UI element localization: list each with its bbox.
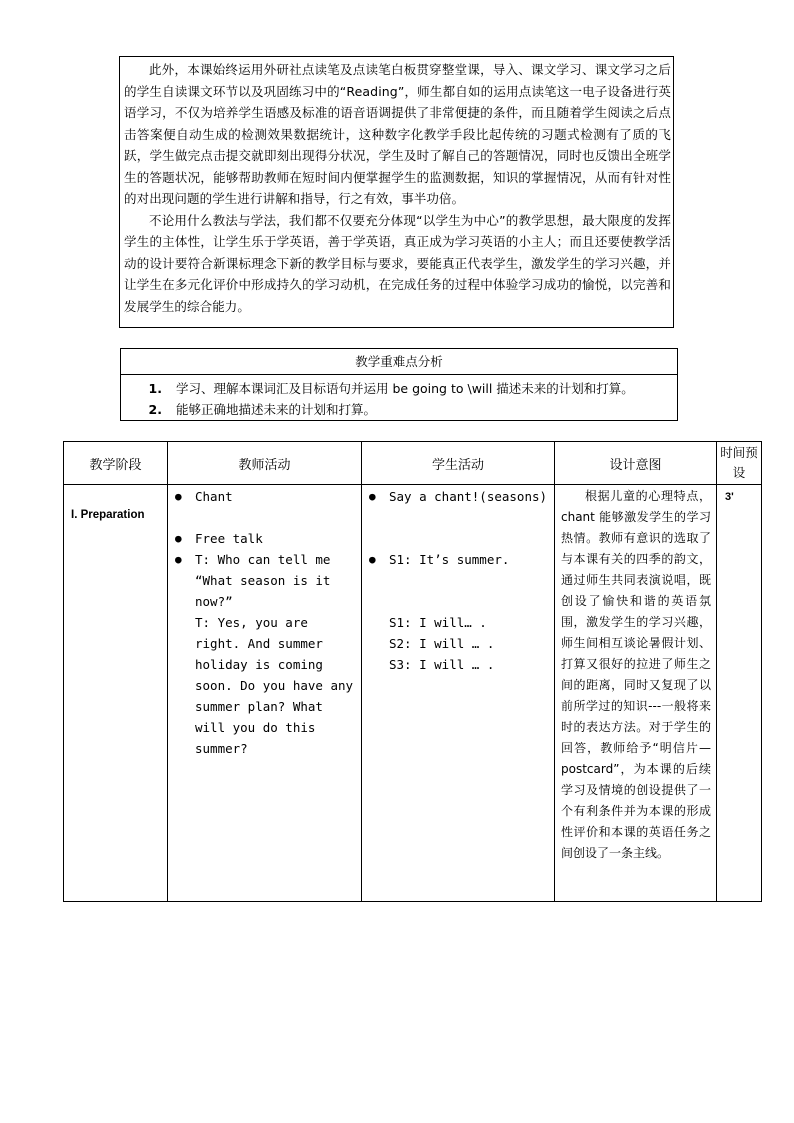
key-points-title: 教学重难点分析 bbox=[121, 349, 677, 375]
header-teacher-activity: 教师活动 bbox=[168, 442, 362, 485]
header-student-activity: 学生活动 bbox=[362, 442, 555, 485]
key-point-number: 1. bbox=[148, 381, 162, 396]
key-point-text: 学习、理解本课词汇及目标语句并运用 be going to \will 描述未来的计划和打算。 bbox=[176, 381, 634, 396]
teacher-bullet-free-talk: ● Free talk bbox=[169, 528, 360, 549]
bullet-icon: ● bbox=[175, 532, 182, 545]
key-point-text: 能够正确地描述未来的计划和打算。 bbox=[176, 402, 377, 417]
lesson-plan-table bbox=[63, 441, 762, 902]
student-reply-s1: S1: I will… . bbox=[389, 615, 487, 630]
design-intent-cell bbox=[555, 485, 717, 902]
intro-paragraph-1: 此外，本课始终运用外研社点读笔及点读笔白板贯穿整堂课，导入、课文学习、课文学习之后的学生自读课文环节以及巩固练习中的“Reading”，师生都自如的运用点读笔这一电子设备进行英语学习，不仅为培养学生语感及标准的语音语调提供了非常便捷的条件，而且随着学生阅读之后点击答案便自动生成的检测效果数据统计，这种数字化教学手段比起传统的习题式检测有了质的飞跃，学生做完点击提交就即刻出现得分状况，学生及时了解自己的答题情况，同时也反馈出全班学生的答题状况，能够帮助教师在短时间内便掌握学生的监测数据，知识的掌握情况，从而有针对性的对出现问题的学生进行讲解和指导，行之有效，事半功倍。 bbox=[124, 62, 671, 206]
teacher-activity-cell bbox=[168, 485, 362, 902]
intro-paragraph-2: 不论用什么教法与学法，我们都不仅要充分体现“以学生为中心”的教学思想，最大限度的发挥学生的主体性，让学生乐于学英语，善于学英语，真正成为学习英语的小主人；而且还要使教学活动的设计要符合新课标理念下新的教学目标与要求，要能真正代表学生，激发学生的学习兴趣，并让学生在多元化评价中形成持久的学习动机，在完成任务的过程中体验学习成功的愉悦，以完善和发展学生的综合能力。 bbox=[124, 212, 671, 314]
student-bullet-answer: ● S1: It’s summer. bbox=[363, 549, 553, 570]
key-points-box bbox=[120, 348, 678, 421]
table-row bbox=[64, 485, 762, 902]
bullet-icon: ● bbox=[175, 490, 182, 503]
header-stage: 教学阶段 bbox=[64, 442, 168, 485]
teacher-bullet-question: ● T: Who can tell me “What season is it now?” T: Yes, you are right. And summer holiday is coming soon. Do you have any summer plan? What will you do this summer? bbox=[169, 549, 360, 759]
bullet-icon: ● bbox=[175, 553, 182, 566]
student-bullet-chant: ● Say a chant!(seasons) bbox=[363, 486, 553, 507]
stage-cell bbox=[64, 485, 168, 902]
stage-label: I. Preparation bbox=[71, 509, 145, 521]
bullet-icon: ● bbox=[369, 553, 376, 566]
student-reply-s3: S3: I will … . bbox=[389, 657, 495, 672]
key-point-item bbox=[121, 375, 677, 399]
time-value: 3' bbox=[725, 491, 734, 503]
student-activity-cell bbox=[362, 485, 555, 902]
bullet-icon: ● bbox=[369, 490, 376, 503]
header-time: 时间预设 bbox=[717, 442, 762, 485]
time-cell bbox=[717, 485, 762, 902]
teacher-bullet-chant: ● Chant bbox=[169, 486, 360, 507]
header-design-intent: 设计意图 bbox=[555, 442, 717, 485]
key-point-item bbox=[121, 399, 677, 420]
key-point-number: 2. bbox=[148, 402, 162, 417]
intro-text-box bbox=[119, 56, 674, 328]
student-reply-s2: S2: I will … . bbox=[389, 636, 495, 651]
table-header-row bbox=[64, 442, 762, 485]
design-intent-text: 根据儿童的心理特点，chant 能够激发学生的学习热情。教师有意识的选取了与本课有关的四季的韵文，通过师生共同表演说唱，既创设了愉快和谐的英语氛围，激发学生的学习兴趣，师生间相互谈论暑假计划、打算又很好的拉进了师生之间的距离，同时又复现了以前所学过的知识---一般将来时的表达方法。对于学生的回答，教师给予“明信片—postcard”，为本课的后续学习及情境的创设提供了一个有利条件并为本课的形成性评价和本课的英语任务之间创设了一条主线。 bbox=[561, 489, 711, 860]
